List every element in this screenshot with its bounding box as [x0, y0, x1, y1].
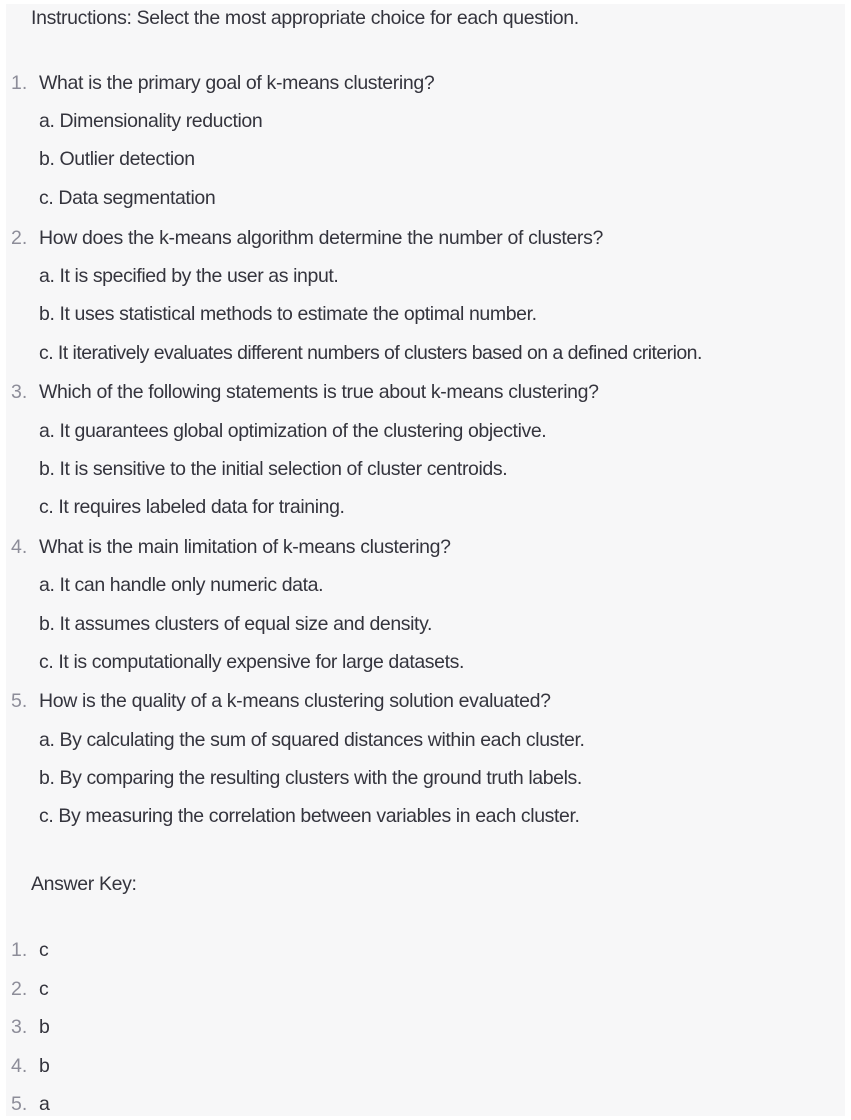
- option-a: a. It is specified by the user as input.: [39, 265, 339, 287]
- option-b: b. By comparing the resulting clusters with the ground truth labels.: [39, 767, 582, 789]
- question-number: 5.: [11, 690, 28, 712]
- answer-key-title: Answer Key:: [31, 873, 137, 895]
- option-c: c. It is computationally expensive for large datasets.: [39, 651, 464, 673]
- answer-number: 4.: [11, 1055, 28, 1077]
- question-text: What is the main limitation of k-means clustering?: [39, 536, 451, 558]
- question-number: 2.: [11, 227, 28, 249]
- option-a: a. Dimensionality reduction: [39, 110, 263, 132]
- answer-value: a: [39, 1093, 50, 1115]
- question-number: 3.: [11, 381, 28, 403]
- question-text: How does the k-means algorithm determine the number of clusters?: [39, 227, 603, 249]
- answer-value: c: [39, 939, 49, 961]
- option-b: b. It is sensitive to the initial selection of cluster centroids.: [39, 458, 508, 480]
- answer-value: b: [39, 1055, 50, 1077]
- option-c: c. It requires labeled data for training.: [39, 496, 345, 518]
- option-b: b. It uses statistical methods to estimate the optimal number.: [39, 303, 537, 325]
- answer-number: 5.: [11, 1093, 28, 1115]
- option-a: a. It guarantees global optimization of the clustering objective.: [39, 420, 547, 442]
- question-text: How is the quality of a k-means clustering solution evaluated?: [39, 690, 551, 712]
- option-b: b. Outlier detection: [39, 148, 195, 170]
- answer-value: c: [39, 978, 49, 1000]
- answer-number: 2.: [11, 978, 28, 1000]
- answer-value: b: [39, 1016, 50, 1038]
- option-c: c. Data segmentation: [39, 187, 216, 209]
- answer-number: 3.: [11, 1016, 28, 1038]
- option-b: b. It assumes clusters of equal size and density.: [39, 613, 432, 635]
- option-a: a. By calculating the sum of squared distances within each cluster.: [39, 729, 585, 751]
- question-text: What is the primary goal of k-means clustering?: [39, 72, 435, 94]
- quiz-panel: [6, 4, 845, 1116]
- option-c: c. By measuring the correlation between variables in each cluster.: [39, 805, 580, 827]
- option-a: a. It can handle only numeric data.: [39, 574, 324, 596]
- question-number: 1.: [11, 72, 28, 94]
- option-c: c. It iteratively evaluates different numbers of clusters based on a defined criterion.: [39, 342, 702, 364]
- question-number: 4.: [11, 536, 28, 558]
- instructions-text: Instructions: Select the most appropriate choice for each question.: [31, 7, 579, 29]
- question-text: Which of the following statements is true about k-means clustering?: [39, 381, 599, 403]
- answer-number: 1.: [11, 939, 28, 961]
